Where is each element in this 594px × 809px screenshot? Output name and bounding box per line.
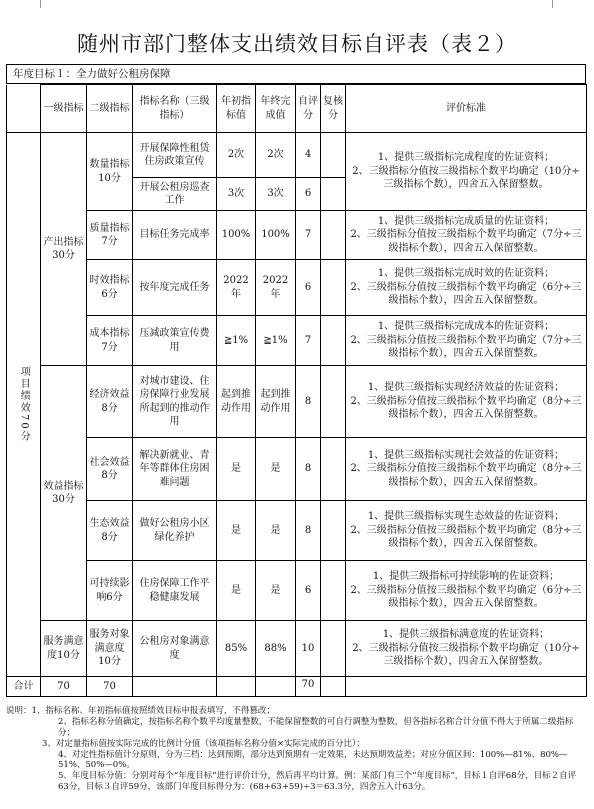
- header-initial-value: 年初指标值: [217, 85, 256, 133]
- review-score-cell: [321, 178, 346, 211]
- self-score-cell: 10: [296, 621, 321, 677]
- note-line: 5、年度目标分值：分别对每个“年度目标”进行评价计分，然后再平均计算。例：某部门有三个“年度目标”，目标１自评68分，目标２自评63分，目标３自评59分，该部门年度目标得分为：(68+63+59)÷3＝63.3分，四舍五入计63分。: [58, 771, 577, 793]
- level2-cell: 时效指标6分: [87, 260, 133, 316]
- review-score-cell: [321, 316, 346, 366]
- project-performance-cell: [7, 133, 41, 677]
- final-value-cell: ≧1%: [256, 316, 296, 366]
- final-value-cell: 88%: [256, 621, 296, 677]
- total-level1: 70: [41, 677, 87, 697]
- total-level2: 70: [87, 677, 133, 697]
- table-row: [7, 366, 587, 438]
- project-performance-label: 项目绩效70分: [18, 366, 30, 443]
- initial-value-cell: 2022年: [217, 260, 256, 316]
- review-score-cell: [321, 211, 346, 260]
- self-score-cell: 6: [296, 178, 321, 211]
- level2-cell: 可持续影响6分: [87, 561, 133, 621]
- header-review-score: 复核分: [321, 85, 346, 133]
- table-row: [7, 561, 587, 621]
- table-row: [7, 621, 587, 677]
- final-value-cell: 起到推动作用: [256, 366, 296, 438]
- indicator-name-cell: 目标任务完成率: [133, 211, 217, 260]
- criteria-cell: 1、提供三级指标完成质量的佐证资料； 2、三级指标分值按三级指标个数平均确定（7分÷三级指标个数），四舍五入保留整数。: [346, 211, 587, 260]
- final-value-cell: 是: [256, 438, 296, 501]
- initial-value-cell: 2次: [217, 133, 256, 178]
- criteria-cell: 1、提供三级指标完成程度的佐证资料； 2、三级指标分值按三级指标个数平均确定（10分÷三级指标个数），四舍五入保留整数。: [346, 133, 587, 211]
- header-indicator-name: 指标名称（三级指标）: [133, 85, 217, 133]
- criteria-cell: 1、提供三级指标可持续影响的佐证资料； 2、三级指标分值按三级指标个数平均确定（6分÷三级指标个数），四舍五入保留整数。: [346, 561, 587, 621]
- header-criteria: 评价标准: [346, 85, 587, 133]
- self-score-cell: 4: [296, 133, 321, 178]
- crop-mark: [40, 0, 41, 8]
- level2-cell: 生态效益8分: [87, 501, 133, 561]
- initial-value-cell: 是: [217, 501, 256, 561]
- initial-value-cell: 是: [217, 561, 256, 621]
- level2-cell: 经济效益8分: [87, 366, 133, 438]
- self-score-cell: 8: [296, 438, 321, 501]
- final-value-cell: 2次: [256, 133, 296, 178]
- review-score-cell: [321, 561, 346, 621]
- initial-value-cell: 3次: [217, 178, 256, 211]
- header-level2: 二级指标: [87, 85, 133, 133]
- note-line: 4、对定性指标值计分原则，分为三档：达到预期，部分达到预期有一定效果，未达预期效益差；对应分值区间：100%—81%、80%—51%、50%—0%。: [58, 749, 568, 771]
- level2-cell: 成本指标7分: [87, 316, 133, 366]
- criteria-cell: 1、提供三级指标完成时效的佐证资料； 2、三级指标分值按三级指标个数平均确定（6分÷三级指标个数），四舍五入保留整数。: [346, 260, 587, 316]
- review-score-cell: [321, 438, 346, 501]
- indicator-name-cell: 解决新就业、青年等群体住房困难问题: [133, 438, 217, 501]
- satisfaction-group-cell: 服务满意度10分: [41, 621, 87, 677]
- note-line: 3、对定量指标值按实际完成的比例计分值（该项指标名称分值×实际完成的百分比）；: [42, 738, 365, 749]
- total-row: [7, 677, 587, 697]
- criteria-cell: 1、提供三级指标实现生态效益的佐证资料； 2、三级指标分值按三级指标个数平均确定（8分÷三级指标个数），四舍五入保留整数。: [346, 501, 587, 561]
- output-group-cell: 产出指标30分: [41, 133, 87, 366]
- review-score-cell: [321, 501, 346, 561]
- self-score-cell: 6: [296, 260, 321, 316]
- total-self-score: 70: [296, 677, 321, 697]
- header-level1: 一级指标: [41, 85, 87, 133]
- criteria-cell: 1、提供三级指标实现社会效益的佐证资料； 2、三级指标分值按三级指标个数平均确定（8分÷三级指标个数），四舍五入保留整数。: [346, 438, 587, 501]
- level2-cell: 服务对象满意度10分: [87, 621, 133, 677]
- header-self-score: 自评分: [296, 85, 321, 133]
- initial-value-cell: 是: [217, 438, 256, 501]
- self-score-cell: 8: [296, 501, 321, 561]
- review-score-cell: [321, 133, 346, 178]
- table-row: [7, 211, 587, 260]
- table-row: [7, 260, 587, 316]
- final-value-cell: 是: [256, 501, 296, 561]
- performance-table: [6, 84, 587, 697]
- level2-cell: 社会效益8分: [87, 438, 133, 501]
- table-row: [7, 501, 587, 561]
- table-row: [7, 438, 587, 501]
- criteria-cell: 1、提供三级指标完成成本的佐证资料； 2、三级指标分值按三级指标个数平均确定（7分÷三级指标个数），四舍五入保留整数。: [346, 316, 587, 366]
- criteria-cell: 1、提供三级指标实现经济效益的佐证资料； 2、三级指标分值按三级指标个数平均确定（8分÷三级指标个数），四舍五入保留整数。: [346, 366, 587, 438]
- final-value-cell: 3次: [256, 178, 296, 211]
- indicator-name-cell: 按年度完成任务: [133, 260, 217, 316]
- indicator-name-cell: 压减政策宣传费用: [133, 316, 217, 366]
- note-line: 说明：1、指标名称、年初指标值按照绩效目标申报表填写，不得篡改；: [6, 706, 275, 716]
- final-value-cell: 2022年: [256, 260, 296, 316]
- indicator-name-cell: 对城市建设、住房保障行业发展所起到的推动作用: [133, 366, 217, 438]
- notes-block: [6, 706, 586, 793]
- final-value-cell: 是: [256, 561, 296, 621]
- review-score-cell: [321, 260, 346, 316]
- note-line: 2、指标名称分值确定，按指标名称个数平均度量整数，不能保留整数的可自行调整为整数，但各指标名称合计分值不得大于所属二级指标分；: [58, 716, 574, 738]
- initial-value-cell: ≧1%: [217, 316, 256, 366]
- total-label: 合计: [7, 677, 41, 697]
- annual-goal-row: 年度目标１：全力做好公租房保障: [6, 64, 586, 84]
- level2-cell: 数量指标10分: [87, 133, 133, 211]
- indicator-name-cell: 做好公租房小区绿化养护: [133, 501, 217, 561]
- self-score-cell: 7: [296, 316, 321, 366]
- initial-value-cell: 85%: [217, 621, 256, 677]
- initial-value-cell: 100%: [217, 211, 256, 260]
- indicator-name-cell: 公租房对象满意度: [133, 621, 217, 677]
- table-header-row: [7, 85, 587, 133]
- benefit-group-cell: 效益指标30分: [41, 366, 87, 621]
- initial-value-cell: 起到推动作用: [217, 366, 256, 438]
- table-row: [7, 133, 587, 178]
- page-title: 随州市部门整体支出绩效目标自评表（表２）: [77, 32, 517, 56]
- criteria-cell: 1、提供三级指标满意度的佐证资料； 2、三级指标分值按三级指标个数平均确定（10分÷三级指标个数），四舍五入保留整数。: [346, 621, 587, 677]
- indicator-name-cell: 住房保障工作平稳健康发展: [133, 561, 217, 621]
- review-score-cell: [321, 621, 346, 677]
- final-value-cell: 100%: [256, 211, 296, 260]
- crop-mark: [552, 0, 553, 8]
- level2-cell: 质量指标7分: [87, 211, 133, 260]
- indicator-name-cell: 开展保障性租赁住房政策宣传: [133, 133, 217, 178]
- indicator-name-cell: 开展公租房巡查工作: [133, 178, 217, 211]
- self-score-cell: 7: [296, 211, 321, 260]
- table-row: [7, 316, 587, 366]
- review-score-cell: [321, 366, 346, 438]
- header-final-value: 年终完成值: [256, 85, 296, 133]
- self-score-cell: 8: [296, 366, 321, 438]
- self-score-cell: 6: [296, 561, 321, 621]
